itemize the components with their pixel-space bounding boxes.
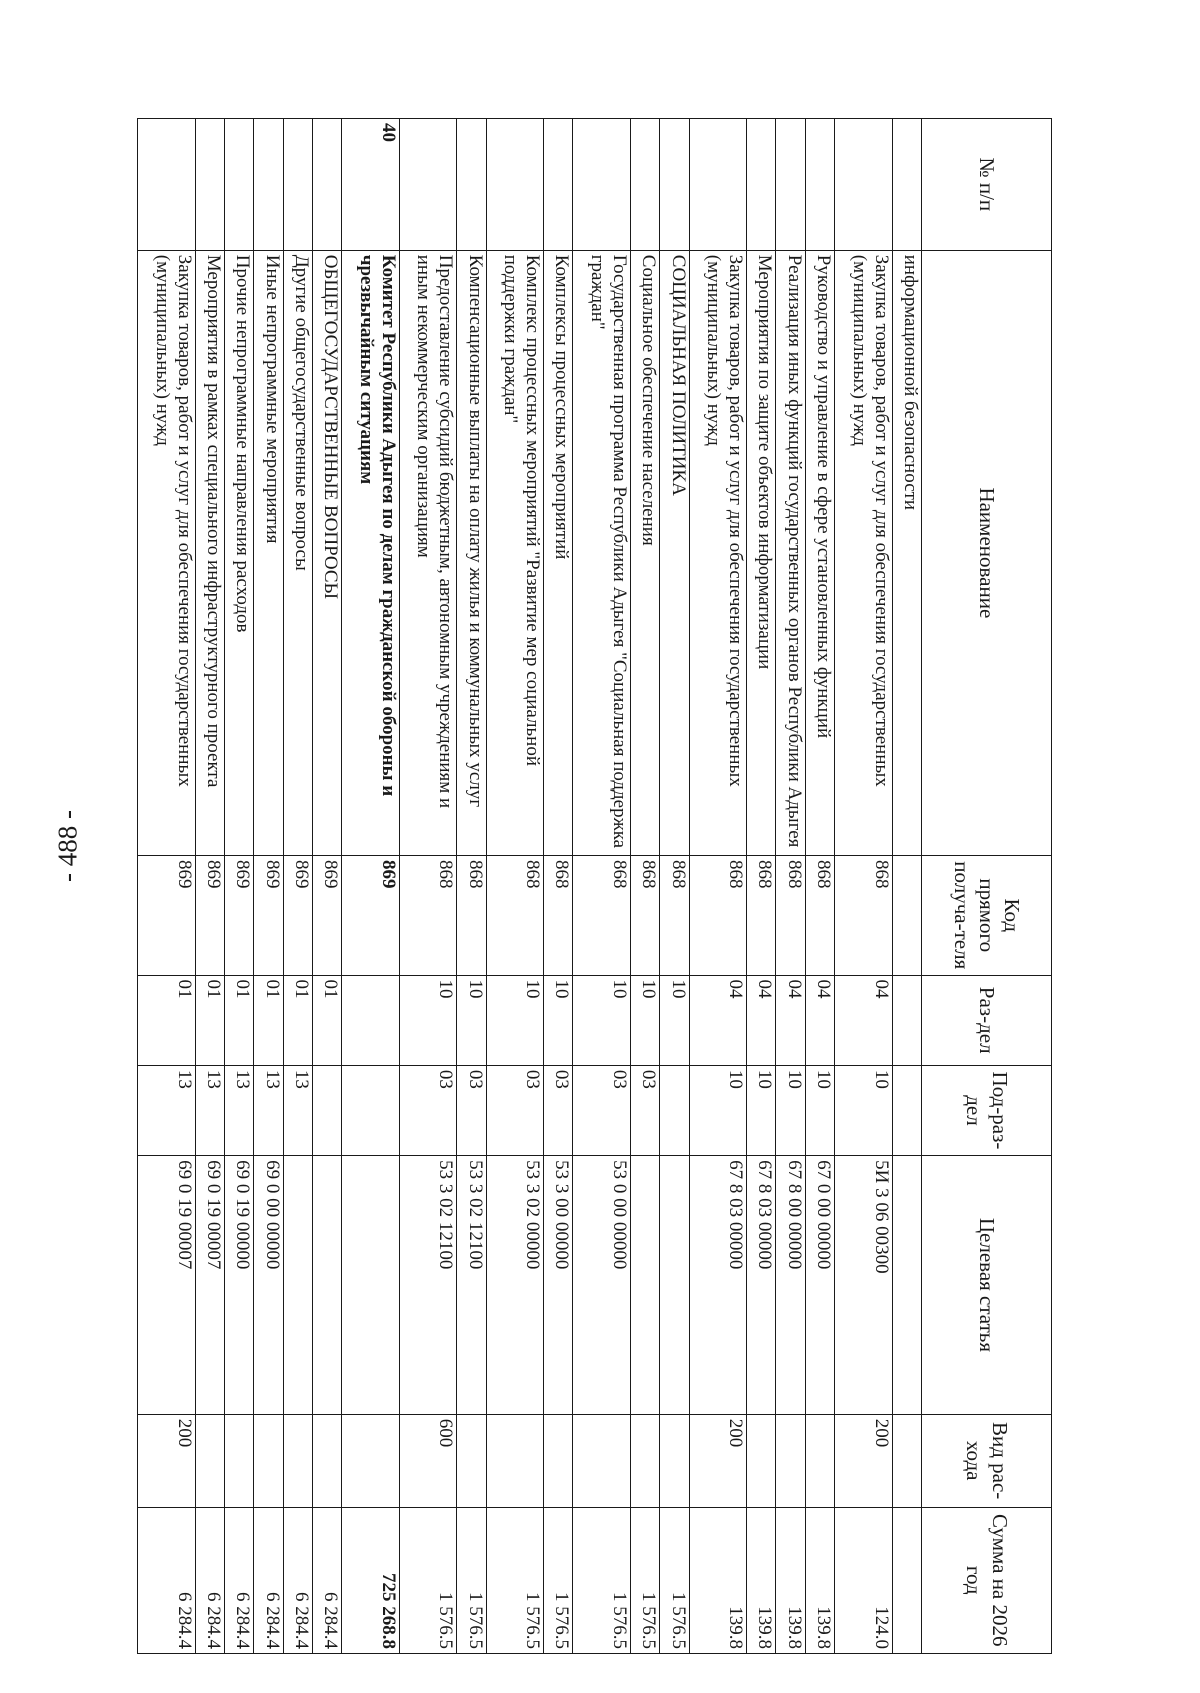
- table-header-row: [922, 119, 1052, 1654]
- cell-no: [747, 119, 776, 251]
- cell-expense: [747, 1414, 776, 1507]
- cell-section: 10: [630, 975, 659, 1065]
- table-row: [544, 119, 573, 1654]
- cell-no: [195, 119, 224, 251]
- cell-no: [776, 119, 805, 251]
- cell-code: 869: [254, 855, 283, 975]
- cell-section: [892, 975, 921, 1065]
- cell-expense: 200: [689, 1414, 746, 1507]
- cell-name: Иные непрограммные мероприятия: [254, 250, 283, 855]
- cell-sum: 124.0: [835, 1507, 892, 1653]
- cell-expense: [660, 1414, 689, 1507]
- table-row: [399, 119, 456, 1654]
- cell-sum: 139.8: [805, 1507, 834, 1653]
- cell-no: [660, 119, 689, 251]
- cell-code: 868: [689, 855, 746, 975]
- cell-section: 10: [399, 975, 456, 1065]
- header-expense: Вид рас-хода: [922, 1414, 1052, 1507]
- table-row: [283, 119, 312, 1654]
- cell-section: 04: [776, 975, 805, 1065]
- cell-no: [544, 119, 573, 251]
- cell-no: [630, 119, 659, 251]
- cell-code: 869: [342, 855, 399, 975]
- cell-sum: 6 284.4: [195, 1507, 224, 1653]
- cell-no: [805, 119, 834, 251]
- cell-section: 01: [195, 975, 224, 1065]
- cell-code: 869: [224, 855, 253, 975]
- cell-name: Комплекс процессных мероприятий "Развитие мер социальной поддержки граждан": [486, 250, 543, 855]
- cell-expense: [486, 1414, 543, 1507]
- cell-name: Комплексы процессных мероприятий: [544, 250, 573, 855]
- cell-subsection: 10: [835, 1065, 892, 1155]
- cell-target: [342, 1156, 399, 1415]
- cell-code: 868: [544, 855, 573, 975]
- cell-target: 69 0 19 00007: [195, 1156, 224, 1415]
- budget-table: [137, 118, 1052, 1654]
- cell-no: [254, 119, 283, 251]
- cell-target: 67 8 03 00000: [689, 1156, 746, 1415]
- table-row: [747, 119, 776, 1654]
- cell-name: Мероприятия в рамках специального инфраструктурного проекта: [195, 250, 224, 855]
- cell-subsection: 13: [283, 1065, 312, 1155]
- cell-subsection: [342, 1065, 399, 1155]
- table-row: [138, 119, 196, 1654]
- cell-expense: [892, 1414, 921, 1507]
- cell-target: [313, 1156, 342, 1415]
- cell-subsection: 10: [747, 1065, 776, 1155]
- cell-subsection: 13: [138, 1065, 196, 1155]
- cell-sum: 6 284.4: [283, 1507, 312, 1653]
- cell-sum: 6 284.4: [254, 1507, 283, 1653]
- cell-expense: [573, 1414, 630, 1507]
- budget-table-rotated: [137, 118, 1052, 1654]
- cell-code: 869: [195, 855, 224, 975]
- cell-name: ОБЩЕГОСУДАРСТВЕННЫЕ ВОПРОСЫ: [313, 250, 342, 855]
- table-row: [892, 119, 921, 1654]
- cell-sum: [892, 1507, 921, 1653]
- cell-sum: 1 576.5: [486, 1507, 543, 1653]
- cell-sum: 139.8: [689, 1507, 746, 1653]
- cell-code: 869: [313, 855, 342, 975]
- page-number: - 488 -: [52, 810, 83, 882]
- cell-sum: 1 576.5: [457, 1507, 486, 1653]
- cell-subsection: 13: [254, 1065, 283, 1155]
- cell-target: 67 0 00 00000: [805, 1156, 834, 1415]
- cell-section: 10: [457, 975, 486, 1065]
- cell-expense: [283, 1414, 312, 1507]
- table-row: [776, 119, 805, 1654]
- cell-section: 04: [747, 975, 776, 1065]
- cell-no: [573, 119, 630, 251]
- cell-name: Реализация иных функций государственных органов Республики Адыгея: [776, 250, 805, 855]
- cell-expense: [776, 1414, 805, 1507]
- cell-section: 04: [805, 975, 834, 1065]
- cell-subsection: 03: [544, 1065, 573, 1155]
- cell-code: 868: [835, 855, 892, 975]
- table-row: [573, 119, 630, 1654]
- cell-section: 10: [486, 975, 543, 1065]
- cell-code: 868: [747, 855, 776, 975]
- cell-name: Государственная программа Республики Адыгея "Социальная поддержка граждан": [573, 250, 630, 855]
- cell-expense: [342, 1414, 399, 1507]
- cell-sum: 1 576.5: [544, 1507, 573, 1653]
- cell-name: информационной безопасности: [892, 250, 921, 855]
- table-row: [313, 119, 342, 1654]
- cell-name: Руководство и управление в сфере установленных функций: [805, 250, 834, 855]
- cell-sum: 1 576.5: [573, 1507, 630, 1653]
- cell-name: Другие общегосударственные вопросы: [283, 250, 312, 855]
- cell-expense: 200: [138, 1414, 196, 1507]
- cell-target: 69 0 00 00000: [254, 1156, 283, 1415]
- table-row: [342, 119, 399, 1654]
- cell-subsection: 10: [776, 1065, 805, 1155]
- cell-target: 67 8 03 00000: [747, 1156, 776, 1415]
- cell-sum: 139.8: [747, 1507, 776, 1653]
- cell-name: Комитет Республики Адыгея по делам гражданской обороны и чрезвычайным ситуациям: [342, 250, 399, 855]
- header-subsection: Под-раз-дел: [922, 1065, 1052, 1155]
- cell-no: [486, 119, 543, 251]
- cell-section: 04: [835, 975, 892, 1065]
- cell-code: 868: [399, 855, 456, 975]
- cell-name: Прочие непрограммные направления расходов: [224, 250, 253, 855]
- cell-sum: 6 284.4: [138, 1507, 196, 1653]
- cell-code: 869: [138, 855, 196, 975]
- cell-no: [138, 119, 196, 251]
- cell-sum: 6 284.4: [313, 1507, 342, 1653]
- cell-section: 10: [544, 975, 573, 1065]
- cell-name: Мероприятия по защите объектов информатизации: [747, 250, 776, 855]
- cell-no: [457, 119, 486, 251]
- cell-target: 53 3 02 00000: [486, 1156, 543, 1415]
- cell-target: 53 3 00 00000: [544, 1156, 573, 1415]
- table-row: [835, 119, 892, 1654]
- cell-code: 868: [486, 855, 543, 975]
- cell-code: 869: [283, 855, 312, 975]
- cell-subsection: 03: [486, 1065, 543, 1155]
- cell-name: Компенсационные выплаты на оплату жилья и коммунальных услуг: [457, 250, 486, 855]
- header-section: Раз-дел: [922, 975, 1052, 1065]
- cell-subsection: 03: [630, 1065, 659, 1155]
- cell-target: [283, 1156, 312, 1415]
- cell-expense: [544, 1414, 573, 1507]
- cell-expense: [224, 1414, 253, 1507]
- cell-section: 10: [573, 975, 630, 1065]
- header-no: № п/п: [922, 119, 1052, 251]
- cell-no: [313, 119, 342, 251]
- cell-section: 01: [138, 975, 196, 1065]
- cell-code: 868: [660, 855, 689, 975]
- cell-name: СОЦИАЛЬНАЯ ПОЛИТИКА: [660, 250, 689, 855]
- cell-sum: 6 284.4: [224, 1507, 253, 1653]
- header-code: Код прямого получа-теля: [922, 855, 1052, 975]
- cell-sum: 1 576.5: [660, 1507, 689, 1653]
- cell-no: [399, 119, 456, 251]
- cell-section: 01: [283, 975, 312, 1065]
- header-sum: Сумма на 2026 год: [922, 1507, 1052, 1653]
- cell-section: [342, 975, 399, 1065]
- cell-code: 868: [573, 855, 630, 975]
- cell-section: 01: [313, 975, 342, 1065]
- cell-code: 868: [805, 855, 834, 975]
- table-row: [689, 119, 746, 1654]
- table-row: [224, 119, 253, 1654]
- cell-expense: 200: [835, 1414, 892, 1507]
- cell-no: [892, 119, 921, 251]
- cell-subsection: [660, 1065, 689, 1155]
- cell-no: [835, 119, 892, 251]
- cell-expense: [457, 1414, 486, 1507]
- cell-expense: [195, 1414, 224, 1507]
- cell-expense: [805, 1414, 834, 1507]
- cell-sum: 1 576.5: [399, 1507, 456, 1653]
- table-body: [138, 119, 922, 1654]
- table-row: [486, 119, 543, 1654]
- cell-sum: 1 576.5: [630, 1507, 659, 1653]
- cell-subsection: 03: [457, 1065, 486, 1155]
- cell-section: 01: [224, 975, 253, 1065]
- cell-subsection: 03: [399, 1065, 456, 1155]
- cell-subsection: 10: [805, 1065, 834, 1155]
- cell-name: Закупка товаров, работ и услуг для обеспечения государственных (муниципальных) нужд: [138, 250, 196, 855]
- cell-target: 67 8 00 00000: [776, 1156, 805, 1415]
- cell-name: Закупка товаров, работ и услуг для обеспечения государственных (муниципальных) нужд: [835, 250, 892, 855]
- cell-code: 868: [630, 855, 659, 975]
- header-name: Наименование: [922, 250, 1052, 855]
- cell-subsection: 10: [689, 1065, 746, 1155]
- cell-subsection: 13: [195, 1065, 224, 1155]
- cell-code: 868: [457, 855, 486, 975]
- cell-name: Социальное обеспечение населения: [630, 250, 659, 855]
- cell-target: [630, 1156, 659, 1415]
- cell-subsection: [313, 1065, 342, 1155]
- cell-section: 04: [689, 975, 746, 1065]
- cell-no: 40: [342, 119, 399, 251]
- cell-name: Предоставление субсидий бюджетным, автономным учреждениям и иным некоммерческим организациям: [399, 250, 456, 855]
- header-target: Целевая статья: [922, 1156, 1052, 1415]
- cell-target: [892, 1156, 921, 1415]
- cell-sum: 139.8: [776, 1507, 805, 1653]
- cell-code: 868: [776, 855, 805, 975]
- cell-expense: [313, 1414, 342, 1507]
- cell-subsection: 03: [573, 1065, 630, 1155]
- cell-target: 69 0 19 00000: [224, 1156, 253, 1415]
- cell-expense: [630, 1414, 659, 1507]
- cell-target: [660, 1156, 689, 1415]
- cell-name: Закупка товаров, работ и услуг для обеспечения государственных (муниципальных) нужд: [689, 250, 746, 855]
- table-row: [457, 119, 486, 1654]
- table-row: [630, 119, 659, 1654]
- cell-no: [224, 119, 253, 251]
- cell-section: 10: [660, 975, 689, 1065]
- cell-no: [283, 119, 312, 251]
- cell-target: 69 0 19 00007: [138, 1156, 196, 1415]
- table-row: [195, 119, 224, 1654]
- cell-subsection: [892, 1065, 921, 1155]
- cell-expense: [254, 1414, 283, 1507]
- cell-target: 53 3 02 12100: [399, 1156, 456, 1415]
- table-row: [254, 119, 283, 1654]
- cell-code: [892, 855, 921, 975]
- cell-section: 01: [254, 975, 283, 1065]
- table-row: [805, 119, 834, 1654]
- cell-no: [689, 119, 746, 251]
- table-row: [660, 119, 689, 1654]
- cell-expense: 600: [399, 1414, 456, 1507]
- cell-target: 53 3 02 12100: [457, 1156, 486, 1415]
- cell-sum: 725 268.8: [342, 1507, 399, 1653]
- cell-target: 5И 3 06 00300: [835, 1156, 892, 1415]
- cell-target: 53 0 00 00000: [573, 1156, 630, 1415]
- cell-subsection: 13: [224, 1065, 253, 1155]
